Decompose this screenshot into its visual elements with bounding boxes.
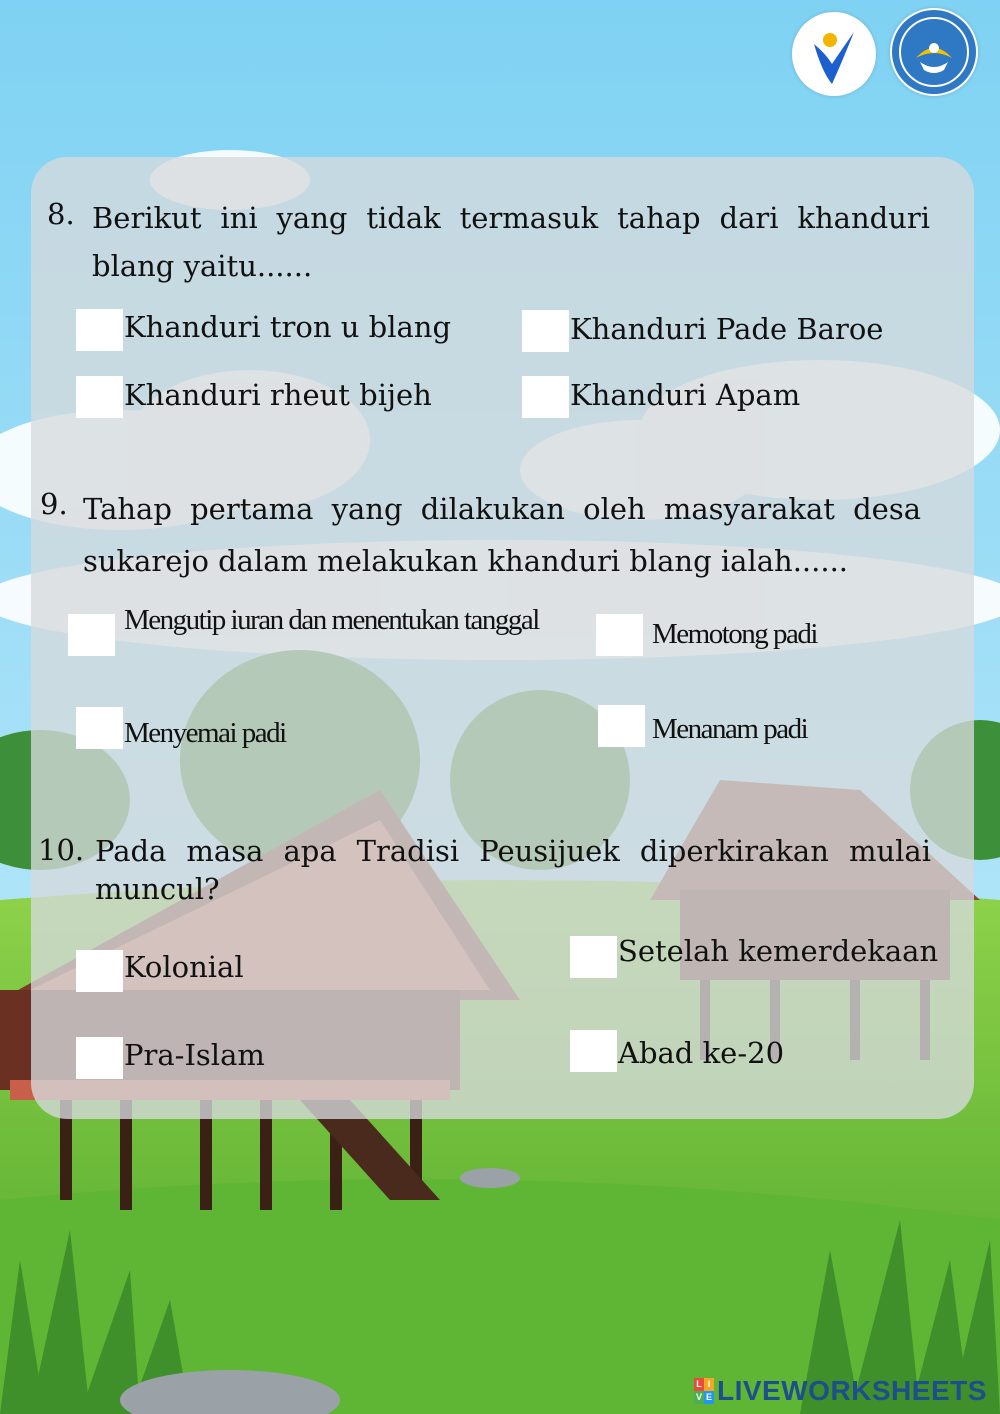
q8-option-a-label: Khanduri tron u blang: [124, 310, 452, 344]
q8-option-a-checkbox[interactable]: [76, 309, 123, 351]
q10-option-c-checkbox[interactable]: [76, 1037, 123, 1079]
q9-option-c-label: Menyemai padi: [124, 717, 286, 749]
q8-option-d-checkbox[interactable]: [522, 376, 569, 418]
question-10-number: 10.: [38, 833, 85, 867]
q9-option-d-checkbox[interactable]: [598, 705, 645, 747]
question-8-number: 8.: [47, 197, 75, 231]
question-10-text: Pada masa apa Tradisi Peusijuek diperkirakan mulai muncul?: [95, 834, 931, 906]
question-9-number: 9.: [40, 487, 68, 521]
q8-option-b-checkbox[interactable]: [522, 310, 569, 352]
q10-option-a-label: Kolonial: [124, 950, 244, 984]
q8-option-c-checkbox[interactable]: [76, 376, 123, 418]
q9-option-b-checkbox[interactable]: [596, 614, 643, 656]
question-9-text: Tahap pertama yang dilakukan oleh masyarakat desa sukarejo dalam melakukan khanduri blang ialah......: [83, 492, 921, 578]
q9-option-b-label: Memotong padi: [652, 618, 817, 650]
question-8-text: Berikut ini yang tidak termasuk tahap dari khanduri blang yaitu......: [92, 201, 930, 283]
q9-option-c-checkbox[interactable]: [76, 707, 123, 749]
q9-option-a-checkbox[interactable]: [68, 614, 115, 656]
liveworksheets-brand[interactable]: [694, 1376, 987, 1406]
q10-option-d-checkbox[interactable]: [570, 1030, 617, 1072]
q10-option-b-checkbox[interactable]: [570, 936, 617, 978]
liveworksheets-watermark: LIVEWORKSHEETS: [717, 1375, 987, 1406]
q9-option-a-label: Mengutip iuran dan menentukan tanggal: [124, 604, 539, 636]
q9-option-d-label: Menanam padi: [652, 713, 808, 745]
organization-logo-icon: [792, 12, 876, 96]
q10-option-a-checkbox[interactable]: [76, 950, 123, 992]
q10-option-d-label: Abad ke-20: [618, 1036, 785, 1070]
q8-option-d-label: Khanduri Apam: [570, 378, 801, 412]
q10-option-c-label: Pra-Islam: [124, 1038, 265, 1072]
liveworksheets-logo-icon: L I V E: [695, 1379, 712, 1402]
q10-option-b-label: Setelah kemerdekaan: [618, 934, 939, 968]
tut-wuri-handayani-logo-icon: [890, 8, 978, 96]
q8-option-b-label: Khanduri Pade Baroe: [570, 312, 884, 346]
q8-option-c-label: Khanduri rheut bijeh: [124, 378, 432, 412]
